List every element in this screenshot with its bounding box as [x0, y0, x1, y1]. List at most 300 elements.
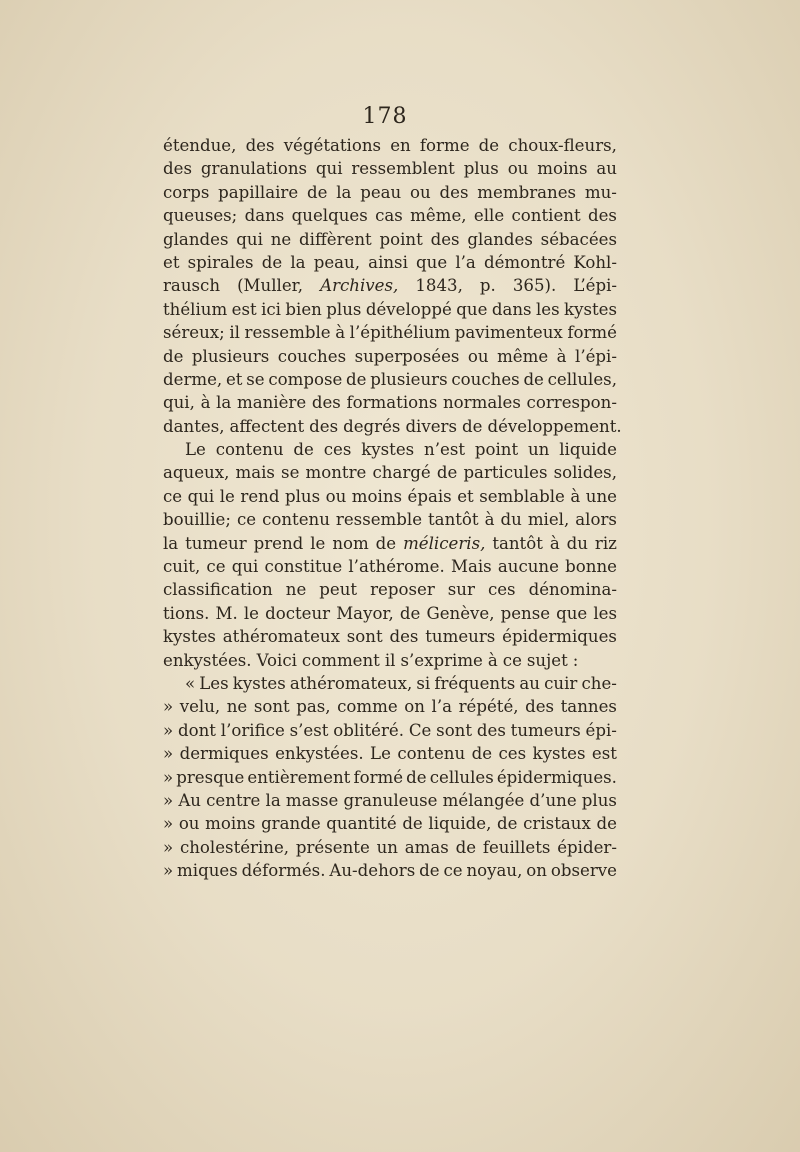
word: plusieurs — [191, 346, 270, 366]
word: des — [309, 416, 339, 436]
word: se — [246, 369, 265, 389]
word: kystes — [163, 627, 216, 647]
text-line — [163, 766, 617, 789]
word: l’athérome. — [348, 557, 445, 577]
word: que — [556, 603, 588, 623]
word: de — [346, 369, 367, 389]
word: à — [549, 533, 560, 553]
word: déformés. — [241, 861, 326, 881]
word: manière — [236, 393, 307, 413]
word: dantes, — [163, 416, 225, 436]
word: liquide, — [428, 814, 492, 834]
word: aqueux, — [163, 463, 230, 483]
text-line — [163, 836, 617, 859]
word: peau — [360, 182, 402, 202]
word: qui, — [163, 393, 195, 413]
word: des — [525, 697, 555, 717]
text-line — [163, 789, 617, 812]
text-line — [163, 532, 617, 555]
word: du — [500, 510, 522, 530]
word: spirales — [187, 252, 254, 272]
word: cas — [375, 206, 403, 226]
word: rausch — [163, 276, 221, 296]
word: au — [596, 159, 617, 179]
word: développé — [365, 299, 452, 319]
word: bien — [285, 299, 322, 319]
word: s’est — [289, 720, 329, 740]
word: l’a — [455, 252, 476, 272]
word: tantôt — [428, 510, 479, 530]
word: à — [335, 323, 346, 343]
word: ou — [467, 346, 489, 366]
word: athéromateux — [222, 627, 340, 647]
word: n’est — [424, 440, 465, 460]
word: » — [163, 697, 174, 717]
text-line — [163, 485, 617, 508]
word: de — [471, 744, 493, 764]
word: à — [570, 486, 581, 506]
word: de — [462, 416, 483, 436]
word: et — [163, 252, 180, 272]
word: ce — [443, 861, 463, 881]
word: méliceris, — [403, 533, 486, 553]
word: granulations — [200, 159, 308, 179]
text-line — [163, 321, 617, 344]
word: sont — [346, 627, 383, 647]
word: à — [484, 510, 495, 530]
word: des — [163, 159, 192, 179]
word: 1843, — [415, 276, 463, 296]
word: de — [523, 369, 544, 389]
word: même, — [410, 206, 467, 226]
word: l’orifice — [220, 720, 285, 740]
word: que — [416, 252, 448, 272]
word: miques — [177, 861, 238, 881]
word: de — [261, 252, 283, 272]
word: la — [336, 182, 352, 202]
text-line — [163, 204, 617, 227]
word: au — [519, 673, 540, 693]
word: sujet — [526, 650, 568, 670]
word: le — [243, 603, 260, 623]
word: des — [587, 206, 617, 226]
word: Le — [185, 440, 206, 460]
word: les — [535, 299, 560, 319]
word: pas, — [296, 697, 331, 717]
word: la — [290, 252, 306, 272]
word: d’une — [529, 790, 577, 810]
word: « — [185, 673, 196, 693]
word: présente — [295, 837, 370, 857]
word: ressemblent — [351, 159, 455, 179]
word: choux-fleurs, — [508, 136, 617, 155]
word: » — [163, 837, 174, 857]
word: dermiques — [179, 744, 269, 764]
word: répété, — [458, 697, 519, 717]
word: mais — [235, 463, 275, 483]
word: on — [404, 697, 425, 717]
word: bonne — [565, 557, 617, 577]
word: des — [311, 393, 341, 413]
word: il — [229, 323, 240, 343]
word: démontré — [483, 252, 566, 272]
word: contenu — [262, 510, 330, 530]
word: 365). — [512, 276, 557, 296]
word: plusieurs — [370, 369, 448, 389]
word: s’exprime — [400, 650, 483, 670]
word: étendue, — [163, 136, 237, 155]
word: le — [219, 486, 235, 506]
word: feuillets — [482, 837, 551, 857]
word: normales — [443, 393, 521, 413]
word: M. — [215, 603, 238, 623]
word: qui — [231, 557, 259, 577]
word: enkystées. — [275, 744, 364, 764]
word: séreux; — [163, 323, 225, 343]
word: dont — [177, 720, 216, 740]
word: les — [593, 603, 617, 623]
text-line — [163, 274, 617, 297]
word: p. — [479, 276, 496, 296]
text-line — [163, 672, 617, 695]
word: pavimenteux — [454, 323, 563, 343]
word: de — [455, 837, 477, 857]
word: Mais — [450, 557, 492, 577]
word: moins — [537, 159, 588, 179]
word: dénomina- — [528, 580, 617, 600]
word: ces — [323, 440, 352, 460]
word: ce — [502, 650, 522, 670]
word: formé — [567, 323, 617, 343]
word: point — [474, 440, 519, 460]
text-line — [163, 181, 617, 204]
word: même — [497, 346, 549, 366]
word: cuit, — [163, 557, 201, 577]
word: docteur — [265, 603, 331, 623]
word: divers — [405, 416, 458, 436]
word: sébacées — [540, 229, 617, 249]
word: est — [231, 299, 257, 319]
word: rend — [240, 486, 280, 506]
word: des — [430, 229, 460, 249]
word: velu, — [179, 697, 221, 717]
word: grande — [261, 814, 321, 834]
word: » — [163, 767, 174, 787]
word: un — [376, 837, 398, 857]
word: mélangée — [442, 790, 525, 810]
word: et — [457, 486, 474, 506]
word: la — [216, 393, 232, 413]
word: corps — [163, 182, 210, 202]
word: quantité — [326, 814, 397, 834]
word: épi- — [585, 720, 617, 740]
word: épidermiques — [502, 627, 617, 647]
word: Archives, — [320, 276, 399, 296]
word: la — [163, 533, 179, 553]
word: » — [163, 861, 174, 881]
word: un — [528, 440, 550, 460]
word: Kohl- — [573, 252, 617, 272]
word: ce — [206, 557, 226, 577]
text-line — [163, 228, 617, 251]
word: sont — [253, 697, 290, 717]
word: que — [456, 299, 488, 319]
word: solides, — [553, 463, 617, 483]
word: contenu — [215, 440, 284, 460]
word: de — [497, 814, 518, 834]
word: formé — [353, 767, 404, 787]
word: couches — [277, 346, 347, 366]
word: masse — [285, 790, 339, 810]
word: enkystées. — [163, 650, 252, 670]
word: cellules — [429, 767, 494, 787]
word: de — [306, 182, 328, 202]
word: ressemble — [335, 510, 423, 530]
word: mu- — [584, 182, 617, 202]
body-text — [163, 134, 622, 883]
word: l’a — [431, 697, 453, 717]
word: ne — [270, 229, 292, 249]
word: comme — [337, 697, 398, 717]
word: l’épi- — [575, 346, 617, 366]
word: plus — [284, 486, 321, 506]
word: kystes — [361, 440, 415, 460]
word: végétations — [283, 136, 382, 155]
word: particules — [463, 463, 548, 483]
word: cuir — [544, 673, 578, 693]
word: kystes — [564, 299, 617, 319]
word: de — [596, 814, 617, 834]
word: de — [478, 136, 500, 155]
word: classification — [163, 580, 273, 600]
word: de — [293, 440, 314, 460]
word: ne — [285, 580, 307, 600]
word: qui — [315, 159, 343, 179]
text-line — [163, 625, 617, 648]
word: semblable — [479, 486, 565, 506]
text-line — [163, 719, 617, 742]
word: de — [419, 861, 440, 881]
word: tumeurs — [510, 720, 581, 740]
word: kystes — [532, 744, 586, 764]
word: contient — [511, 206, 581, 226]
text-line — [163, 695, 617, 718]
word: noyau, — [466, 861, 523, 881]
word: affectent — [229, 416, 305, 436]
text-line — [163, 438, 617, 461]
word: il — [384, 650, 396, 670]
word: pense — [500, 603, 551, 623]
word: tantôt — [492, 533, 543, 553]
text-line — [163, 345, 617, 368]
word: épais — [407, 486, 452, 506]
text-line — [163, 368, 617, 391]
word: tannes — [560, 697, 617, 717]
word: ou — [325, 486, 347, 506]
word: contenu — [397, 744, 466, 764]
word: Au — [178, 790, 201, 810]
word: de — [406, 767, 427, 787]
text-line — [163, 812, 617, 835]
text-line — [163, 157, 617, 180]
word: sur — [447, 580, 475, 600]
word: elle — [473, 206, 505, 226]
word: point — [379, 229, 423, 249]
word: athéromateux, — [289, 673, 413, 693]
page-number: 178 — [362, 104, 408, 129]
word: dans — [491, 299, 532, 319]
word: plus — [581, 790, 617, 810]
word: observe — [550, 861, 617, 881]
word: peut — [319, 580, 358, 600]
word: ne — [226, 697, 248, 717]
word: Voici — [256, 650, 297, 670]
word: moins — [351, 486, 403, 506]
word: Genève, — [426, 603, 495, 623]
word: alors — [575, 510, 617, 530]
word: se — [281, 463, 300, 483]
word: nom — [332, 533, 369, 553]
word: la — [265, 790, 281, 810]
text-line — [163, 602, 617, 625]
word: degrés — [343, 416, 401, 436]
word: du — [566, 533, 588, 553]
text-line — [163, 578, 617, 601]
word: de — [163, 346, 184, 366]
text-line — [163, 555, 617, 578]
text-line — [163, 649, 617, 672]
word: bouillie; — [163, 510, 231, 530]
word: constitue — [264, 557, 343, 577]
word: centre — [206, 790, 261, 810]
word: : — [572, 650, 579, 670]
word: ces — [487, 580, 516, 600]
word: tumeurs — [425, 627, 496, 647]
text-line — [163, 391, 617, 414]
text-line — [163, 415, 622, 438]
word: » — [163, 744, 174, 764]
word: de — [399, 603, 421, 623]
word: tions. — [163, 603, 210, 623]
word: ou — [410, 182, 431, 202]
word: de — [436, 463, 458, 483]
word: queuses; — [163, 206, 238, 226]
word: che- — [581, 673, 617, 693]
word: ce — [163, 486, 183, 506]
word: » — [163, 720, 174, 740]
word: des — [389, 627, 419, 647]
word: ainsi — [368, 252, 408, 272]
word: glandes — [163, 229, 229, 249]
word: » — [163, 814, 174, 834]
word: sont — [436, 720, 473, 740]
word: à — [556, 346, 567, 366]
word: des — [439, 182, 469, 202]
word: plus — [463, 159, 499, 179]
word: ressemble — [244, 323, 331, 343]
word: reposer — [370, 580, 435, 600]
word: chargé — [372, 463, 431, 483]
word: moins — [205, 814, 256, 834]
word: l’épithélium — [349, 323, 451, 343]
word: de — [375, 533, 397, 553]
word: aucune — [497, 557, 559, 577]
word: correspon- — [526, 393, 617, 413]
word: thélium — [163, 299, 228, 319]
word: Au-dehors — [329, 861, 416, 881]
word: cholestérine, — [179, 837, 290, 857]
word: à — [487, 650, 498, 670]
word: qui — [187, 486, 215, 506]
text-line — [163, 508, 617, 531]
word: glandes — [467, 229, 533, 249]
text-line — [163, 251, 617, 274]
word: presque — [176, 767, 245, 787]
word: granuleuse — [343, 790, 438, 810]
word: dans — [244, 206, 285, 226]
text-line — [163, 298, 617, 321]
word: comment — [301, 650, 380, 670]
text-line — [163, 134, 617, 157]
word: et — [225, 369, 243, 389]
word: qui — [236, 229, 263, 249]
word: est — [591, 744, 617, 764]
word: derme, — [163, 369, 223, 389]
word: Ce — [408, 720, 432, 740]
word: des — [476, 720, 506, 740]
word: peau, — [313, 252, 361, 272]
word: une — [585, 486, 617, 506]
word: le — [310, 533, 326, 553]
word: quelques — [291, 206, 368, 226]
word: amas — [404, 837, 449, 857]
word: oblitéré. — [333, 720, 404, 740]
word: Les — [199, 673, 229, 693]
word: entièrement — [247, 767, 351, 787]
word: tumeur — [185, 533, 247, 553]
word: cristaux — [523, 814, 591, 834]
word: ou — [507, 159, 529, 179]
word: on — [526, 861, 547, 881]
word: couches — [451, 369, 520, 389]
word: prend — [253, 533, 304, 553]
word: épidermiques. — [496, 767, 617, 787]
word: papillaire — [218, 182, 299, 202]
word: (Muller, — [237, 276, 304, 296]
word: membranes — [477, 182, 577, 202]
word: Le — [370, 744, 391, 764]
text-line — [163, 461, 617, 484]
word: diffèrent — [299, 229, 372, 249]
word: à — [200, 393, 211, 413]
word: des — [245, 136, 275, 155]
word: kystes — [232, 673, 286, 693]
word: liquide — [559, 440, 617, 460]
word: en — [390, 136, 411, 155]
word: fréquents — [434, 673, 516, 693]
word: plus — [326, 299, 362, 319]
text-line — [163, 742, 617, 765]
word: riz — [594, 533, 617, 553]
word: forme — [419, 136, 470, 155]
text-line — [163, 859, 617, 882]
word: épider- — [557, 837, 617, 857]
word: » — [163, 790, 174, 810]
word: ou — [178, 814, 200, 834]
word: miel, — [527, 510, 570, 530]
word: ici — [261, 299, 281, 319]
word: cellules, — [547, 369, 617, 389]
